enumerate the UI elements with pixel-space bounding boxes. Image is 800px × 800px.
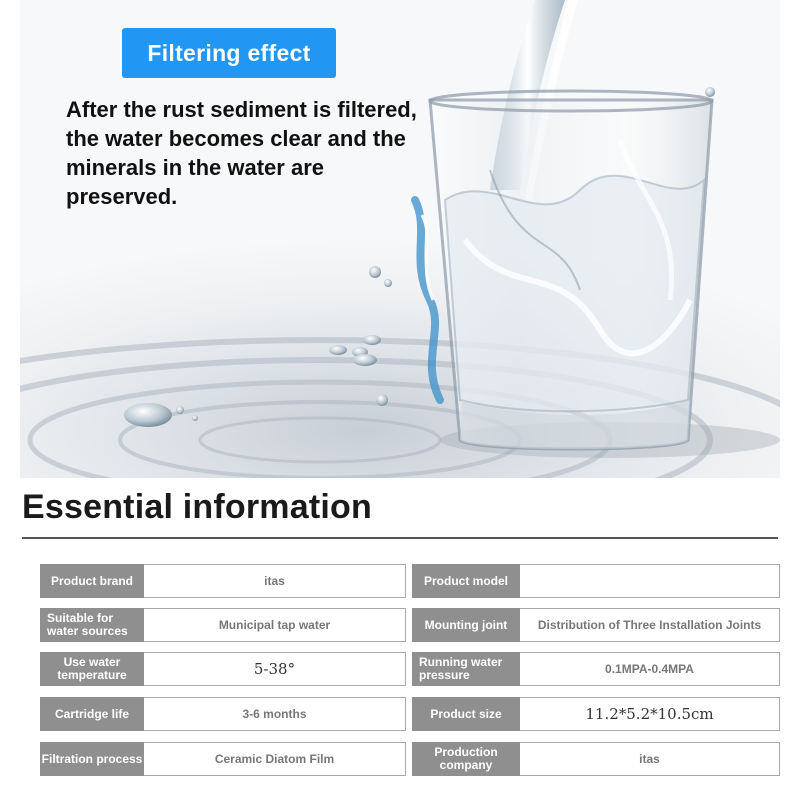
spec-label: Running water pressure	[412, 652, 520, 686]
spec-label: Suitable for water sources	[40, 608, 144, 642]
spec-value	[520, 564, 780, 598]
spec-label: Use water temperature	[40, 652, 144, 686]
spec-row	[40, 564, 780, 598]
spec-label: Production company	[412, 742, 520, 776]
spec-row	[40, 742, 780, 776]
spec-value: Municipal tap water	[144, 608, 406, 642]
spec-value: Ceramic Diatom Film	[144, 742, 406, 776]
spec-label: Product size	[412, 697, 520, 731]
spec-row	[40, 652, 780, 686]
spec-value: 11.2*5.2*10.5cm	[520, 697, 780, 731]
spec-value: 3-6 months	[144, 697, 406, 731]
spec-label: Filtration process	[40, 742, 144, 776]
filtering-effect-badge: Filtering effect	[122, 28, 336, 78]
spec-label: Mounting joint	[412, 608, 520, 642]
spec-row	[40, 697, 780, 731]
filtering-description: After the rust sediment is filtered, the water becomes clear and the minerals in the water are preserved.	[66, 97, 417, 209]
spec-label: Product model	[412, 564, 520, 598]
spec-value: 0.1MPA-0.4MPA	[520, 652, 780, 686]
spec-row	[40, 608, 780, 642]
spec-label: Product brand	[40, 564, 144, 598]
section-title: Essential information	[22, 488, 372, 526]
spec-label: Cartridge life	[40, 697, 144, 731]
spec-value: itas	[144, 564, 406, 598]
spec-value: 5-38°	[144, 652, 406, 686]
spec-value: itas	[520, 742, 780, 776]
spec-value: Distribution of Three Installation Joints	[520, 608, 780, 642]
